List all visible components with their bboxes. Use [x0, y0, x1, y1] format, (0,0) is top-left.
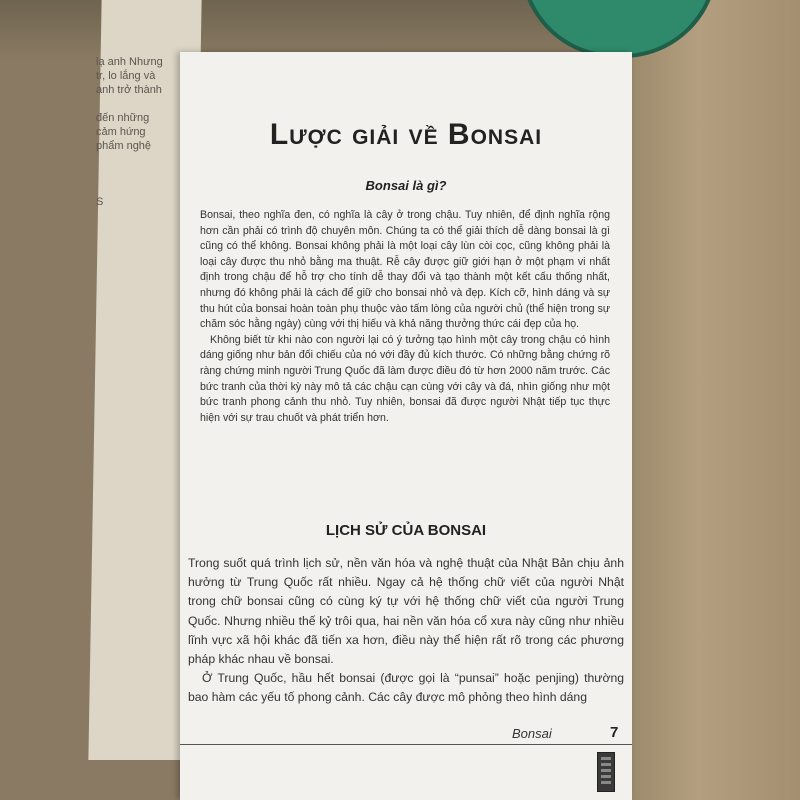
footer-ornament-icon: [597, 752, 615, 792]
underlying-text-line: [96, 181, 176, 195]
underlying-page-text: [96, 55, 176, 209]
page-number: 7: [610, 724, 619, 741]
footer-book-title: Bonsai: [512, 726, 552, 741]
underlying-text-line: đến những: [96, 112, 150, 124]
underlying-text-line: [96, 97, 176, 111]
history-text: [188, 554, 624, 708]
underlying-text-line: anh trở thành: [96, 84, 162, 96]
underlying-text-line: lạ anh Nhưng: [96, 56, 163, 68]
underlying-text-line: [96, 167, 176, 181]
intro-paragraph: Bonsai, theo nghĩa đen, có nghĩa là cây ở trong chậu. Tuy nhiên, để định nghĩa rộng hơn cần phải có trình độ chuyên môn. Chúng ta có thể giải thích dễ dàng bonsai là gì cũng có thể không. Bonsai không phải là một loại cây lùn còi cọc, cũng không phải là loại cây được thu nhỏ bằng ma thuật. Rễ cây được giữ giới hạn ở một phạm vi nhất định trong chậu để hỗ trợ cho tính dễ thay đổi và tạo thành một kết cấu thống nhất, nhưng đó không phải là cách để giữ cho bonsai nhỏ và đẹp. Kích cỡ, hình dáng và sự thu hút của bonsai hoàn toàn phụ thuộc vào tấm lòng của người chủ (thể hiện trong sự chăm sóc hằng ngày) cùng với thị hiếu và khả năng thưởng thức cái đẹp của họ.: [200, 209, 610, 331]
section-title: LỊCH SỬ CỦA BONSAI: [325, 522, 487, 539]
history-paragraph: Trong suốt quá trình lịch sử, nền văn hóa và nghệ thuật của Nhật Bản chịu ảnh hưởng từ Trung Quốc rất nhiều. Ngay cả hệ thống chữ viết của người Nhật trong chữ bonsai cũng có cùng ký tự với hệ thống chữ viết của người Trung Quốc. Nhưng nhiều thế kỷ trôi qua, hai nền văn hóa cổ xưa này cũng như nhiều lĩnh vực xã hội khác đã tiến xa hơn, điều này thể hiện rất rõ trong các phương pháp khác nhau về bonsai.: [188, 556, 624, 667]
book-page: [180, 52, 632, 800]
footer-rule: [180, 744, 632, 745]
underlying-text-line: tr, lo lắng và: [96, 70, 156, 82]
page-title: Lược giải về Bonsai: [269, 118, 543, 151]
page-subtitle: Bonsai là gì?: [365, 178, 447, 193]
history-paragraph: Ở Trung Quốc, hầu hết bonsai (được gọi là “punsai” hoặc penjing) thường bao hàm các yếu tố phong cảnh. Các cây được mô phỏng theo hình dáng: [188, 671, 624, 705]
underlying-text-line: cảm hứng: [96, 126, 146, 138]
intro-paragraph: Không biết từ khi nào con người lại có ý tưởng tạo hình một cây trong chậu có hình dáng giống như bản đối chiếu của nó với đầy đủ kích thước. Có những bằng chứng rõ ràng chứng minh người Trung Quốc đã làm được điều đó từ hơn 2000 năm trước. Các bức tranh của thời kỳ này mô tả các chậu cạn cùng với cây và đá, nhìn giống như một bức tranh phong cảnh thu nhỏ. Tuy nhiên, bonsai đã được người Nhật tiếp tục thực hiện với sự trau chuốt và phát triển hơn.: [200, 333, 610, 424]
underlying-text-line: [96, 153, 176, 167]
background-surface-right: [630, 0, 800, 800]
underlying-text-line: phẩm nghệ: [96, 140, 152, 152]
intro-text: [200, 208, 610, 426]
underlying-text-line: S: [96, 196, 104, 208]
